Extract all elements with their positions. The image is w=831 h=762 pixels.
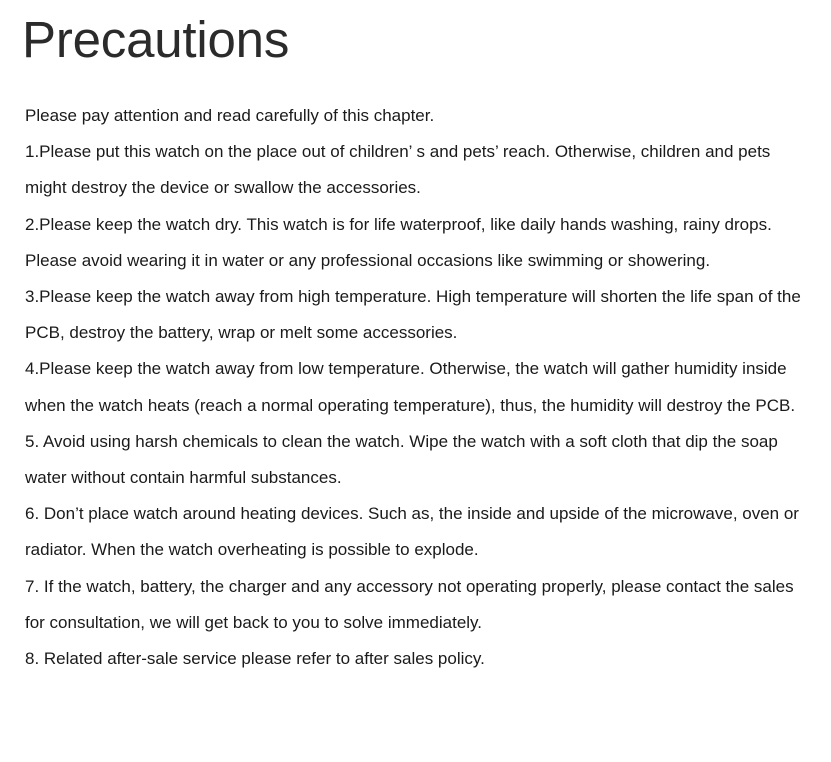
precaution-item-2: 2.Please keep the watch dry. This watch is for life waterproof, like daily hands washing, rainy drops. Please avoid wearing it in water or any professional occasions like swimming or showering. (25, 214, 772, 270)
intro-paragraph: Please pay attention and read carefully of this chapter. (25, 106, 435, 125)
precaution-item-7: 7. If the watch, battery, the charger and any accessory not operating properly, please contact the sales for consultation, we will get back to you to solve immediately. (25, 576, 794, 632)
page-title: Precautions (22, 11, 290, 68)
precaution-item-8: 8. Related after-sale service please refer to after sales policy. (25, 649, 485, 669)
precaution-item-5: 5. Avoid using harsh chemicals to clean the watch. Wipe the watch with a soft cloth that dip the soap water without contain harmful substances. (25, 431, 778, 488)
precaution-item-6: 6. Don’t place watch around heating devices. Such as, the inside and upside of the microwave, oven or radiator. When the watch overheating is possible to explode. (25, 504, 799, 560)
precaution-item-3: 3.Please keep the watch away from high temperature. High temperature will shorten the life span of the PCB, destroy the battery, wrap or melt some accessories. (25, 287, 801, 343)
precaution-item-4: 4.Please keep the watch away from low temperature. Otherwise, the watch will gather humidity inside when the watch heats (reach a normal operating temperature), thus, the humidity will destroy the PCB. (25, 359, 796, 415)
precaution-item-1: 1.Please put this watch on the place out of children’ s and pets’ reach. Otherwise, children and pets might destroy the device or swallow the accessories. (25, 142, 771, 198)
precautions-body (25, 98, 815, 677)
